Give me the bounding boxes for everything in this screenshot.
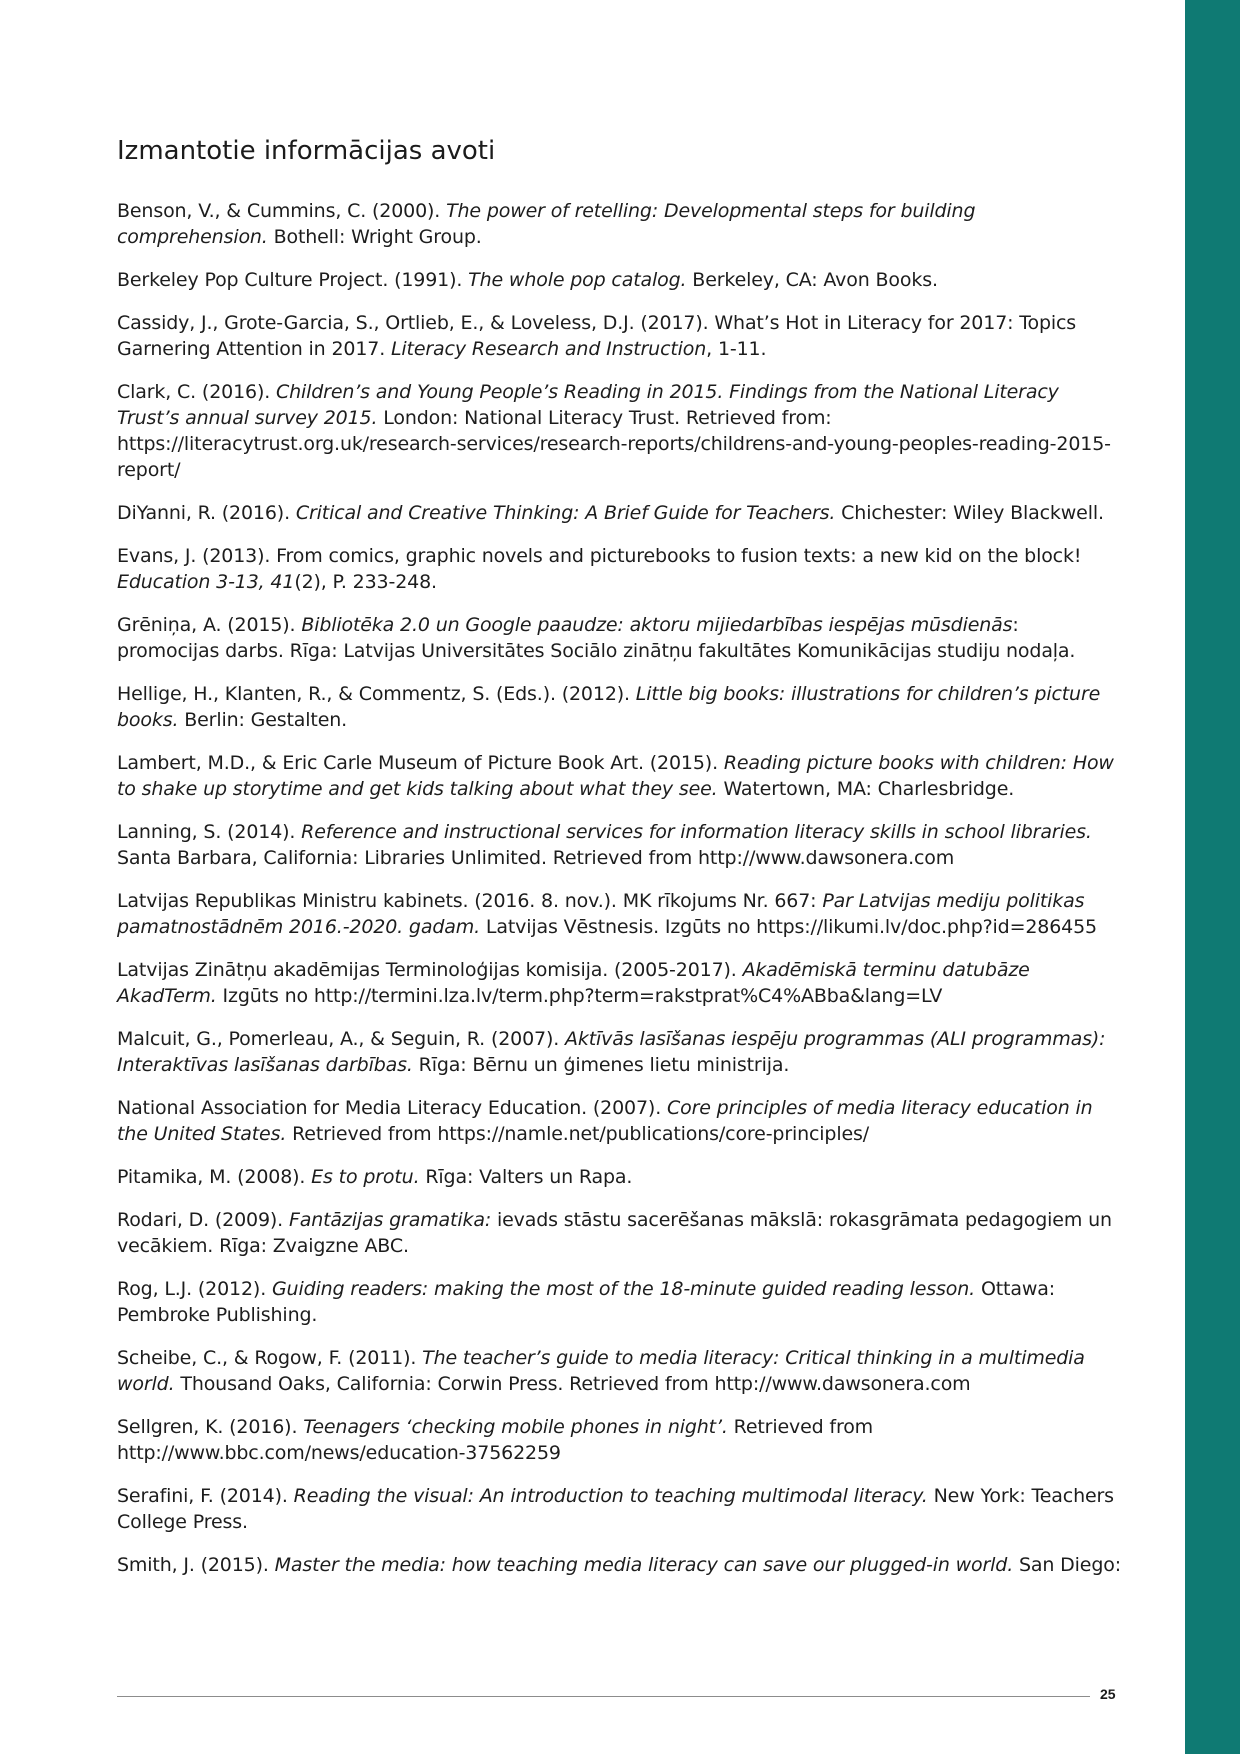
reference-entry bbox=[117, 750, 1122, 802]
reference-title: Master the media: how teaching media literacy can save our plugged-in world. bbox=[274, 1554, 1014, 1576]
reference-title: Reading picture books with children: How to shake up storytime and get kids talking about what they see. bbox=[117, 752, 1114, 800]
reference-text: San Diego: bbox=[1013, 1554, 1121, 1576]
reference-entry bbox=[117, 198, 1122, 250]
reference-entry bbox=[117, 1207, 1122, 1259]
reference-entry bbox=[117, 1095, 1122, 1147]
reference-title: Literacy Research and Instruction bbox=[390, 338, 707, 360]
reference-entry bbox=[117, 1552, 1122, 1578]
reference-entry bbox=[117, 1276, 1122, 1328]
reference-entry bbox=[117, 612, 1122, 664]
reference-entry bbox=[117, 681, 1122, 733]
reference-text: , 1-11. bbox=[706, 338, 767, 360]
reference-title: The teacher’s guide to media literacy: Critical thinking in a multimedia world. bbox=[117, 1347, 1085, 1395]
main-content bbox=[117, 130, 1122, 1595]
reference-text: Latvijas Republikas Ministru kabinets. (2016. 8. nov.). MK rīkojums Nr. 667: bbox=[117, 890, 823, 912]
reference-text: Sellgren, K. (2016). bbox=[117, 1416, 304, 1438]
reference-text: Scheibe, C., & Rogow, F. (2011). bbox=[117, 1347, 423, 1369]
reference-entry bbox=[117, 1345, 1122, 1397]
reference-text: Retrieved from http://www.bbc.com/news/education-37562259 bbox=[117, 1416, 874, 1464]
reference-entry bbox=[117, 267, 1122, 293]
reference-title: Children’s and Young People’s Reading in 2015. Findings from the National Literacy Trust’s annual survey 2015. bbox=[117, 381, 1059, 429]
reference-text: Izgūts no http://termini.lza.lv/term.php?term=rakstprat%C4%ABba&lang=LV bbox=[216, 985, 943, 1007]
reference-title: Critical and Creative Thinking: A Brief Guide for Teachers. bbox=[295, 502, 836, 524]
reference-title: Bibliotēka 2.0 un Google paaudze: aktoru mijiedarbības iespējas mūsdienās bbox=[301, 614, 1013, 636]
page-title: Izmantotie informācijas avoti bbox=[117, 136, 496, 166]
reference-entry bbox=[117, 543, 1122, 595]
reference-entry bbox=[117, 1164, 1122, 1190]
reference-text: Berlin: Gestalten. bbox=[178, 709, 348, 731]
reference-title: Reading the visual: An introduction to teaching multimodal literacy. bbox=[293, 1485, 928, 1507]
reference-title: Aktīvās lasīšanas iespēju programmas (ALI programmas): Interaktīvas lasīšanas darbības. bbox=[117, 1028, 1106, 1076]
reference-title: Reference and instructional services for information literacy skills in school libraries. bbox=[301, 821, 1092, 843]
reference-entry bbox=[117, 819, 1122, 871]
reference-text: Bothell: Wright Group. bbox=[267, 226, 482, 248]
reference-text: Lanning, S. (2014). bbox=[117, 821, 302, 843]
page-number: 25 bbox=[1100, 1686, 1116, 1702]
reference-text: : promocijas darbs. Rīga: Latvijas Universitātes Sociālo zinātņu fakultātes Komunikācijas studiju nodaļa. bbox=[117, 614, 1076, 662]
reference-text: Evans, J. (2013). From comics, graphic novels and picturebooks to fusion texts: a new kid on the block! bbox=[117, 545, 1082, 567]
reference-title: The power of retelling: Developmental steps for building comprehension. bbox=[117, 200, 976, 248]
reference-text: Rīga: Valters un Rapa. bbox=[419, 1166, 633, 1188]
reference-title: Es to protu. bbox=[311, 1166, 420, 1188]
footer-divider bbox=[117, 1696, 1090, 1697]
reference-text: Chichester: Wiley Blackwell. bbox=[835, 502, 1104, 524]
reference-text: Berkeley, CA: Avon Books. bbox=[686, 269, 938, 291]
reference-text: Ottawa: Pembroke Publishing. bbox=[117, 1278, 1055, 1326]
reference-list bbox=[117, 198, 1122, 1578]
reference-text: Santa Barbara, California: Libraries Unlimited. Retrieved from http://www.dawsonera.com bbox=[117, 847, 955, 869]
reference-text: (2), P. 233-248. bbox=[294, 571, 437, 593]
reference-text: Berkeley Pop Culture Project. (1991). bbox=[117, 269, 469, 291]
reference-text: Retrieved from https://namle.net/publications/core-principles/ bbox=[286, 1123, 870, 1145]
reference-text: Hellige, H., Klanten, R., & Commentz, S. (Eds.). (2012). bbox=[117, 683, 636, 705]
reference-text: Rīga: Bērnu un ģimenes lietu ministrija. bbox=[412, 1054, 790, 1076]
reference-text: Serafini, F. (2014). bbox=[117, 1485, 294, 1507]
reference-text: Malcuit, G., Pomerleau, A., & Seguin, R. (2007). bbox=[117, 1028, 566, 1050]
reference-text: Clark, C. (2016). bbox=[117, 381, 276, 403]
reference-entry bbox=[117, 500, 1122, 526]
reference-text: New York: Teachers College Press. bbox=[117, 1485, 1114, 1533]
reference-text: Pitamika, M. (2008). bbox=[117, 1166, 312, 1188]
reference-title: Guiding readers: making the most of the 18-minute guided reading lesson. bbox=[271, 1278, 976, 1300]
reference-text: Benson, V., & Cummins, C. (2000). bbox=[117, 200, 447, 222]
reference-entry bbox=[117, 1414, 1122, 1466]
reference-text: Thousand Oaks, California: Corwin Press. Retrieved from http://www.dawsonera.com bbox=[174, 1373, 971, 1395]
reference-entry bbox=[117, 957, 1122, 1009]
reference-entry bbox=[117, 1483, 1122, 1535]
reference-entry bbox=[117, 379, 1122, 483]
side-accent-band bbox=[1185, 0, 1240, 1754]
reference-text: Smith, J. (2015). bbox=[117, 1554, 275, 1576]
reference-title: Education 3-13, 41 bbox=[117, 571, 295, 593]
reference-text: London: National Literacy Trust. Retrieved from: https://literacytrust.org.uk/research-services/research-reports/childrens-and-young-peoples-reading-2015-report/ bbox=[117, 407, 1111, 481]
reference-text: Watertown, MA: Charlesbridge. bbox=[717, 778, 1015, 800]
reference-title: The whole pop catalog. bbox=[468, 269, 687, 291]
reference-title: Teenagers ‘checking mobile phones in night’. bbox=[303, 1416, 728, 1438]
reference-title: Par Latvijas mediju politikas pamatnostādnēm 2016.-2020. gadam. bbox=[117, 890, 1085, 938]
reference-text: Latvijas Zinātņu akadēmijas Terminoloģijas komisija. (2005-2017). bbox=[117, 959, 743, 981]
reference-title: Akadēmiskā terminu datubāze AkadTerm. bbox=[117, 959, 1030, 1007]
reference-text: DiYanni, R. (2016). bbox=[117, 502, 296, 524]
reference-entry bbox=[117, 1026, 1122, 1078]
reference-text: Latvijas Vēstnesis. Izgūts no https://likumi.lv/doc.php?id=286455 bbox=[480, 916, 1097, 938]
reference-text: National Association for Media Literacy Education. (2007). bbox=[117, 1097, 667, 1119]
reference-text: Grēniņa, A. (2015). bbox=[117, 614, 302, 636]
reference-entry bbox=[117, 888, 1122, 940]
reference-title: Little big books: illustrations for children’s picture books. bbox=[117, 683, 1101, 731]
reference-text: Lambert, M.D., & Eric Carle Museum of Picture Book Art. (2015). bbox=[117, 752, 724, 774]
reference-text: Rodari, D. (2009). bbox=[117, 1209, 289, 1231]
reference-title: Fantāzijas gramatika: bbox=[288, 1209, 492, 1231]
reference-text: Rog, L.J. (2012). bbox=[117, 1278, 272, 1300]
reference-text: ievads stāstu sacerēšanas mākslā: rokasgrāmata pedagogiem un vecākiem. Rīga: Zvaigzne ABC. bbox=[117, 1209, 1112, 1257]
reference-entry bbox=[117, 310, 1122, 362]
reference-title: Core principles of media literacy education in the United States. bbox=[117, 1097, 1093, 1145]
reference-text: Cassidy, J., Grote-Garcia, S., Ortlieb, E., & Loveless, D.J. (2017). What’s Hot in Literacy for 2017: Topics Garnering Attention in 2017. bbox=[117, 312, 1077, 360]
